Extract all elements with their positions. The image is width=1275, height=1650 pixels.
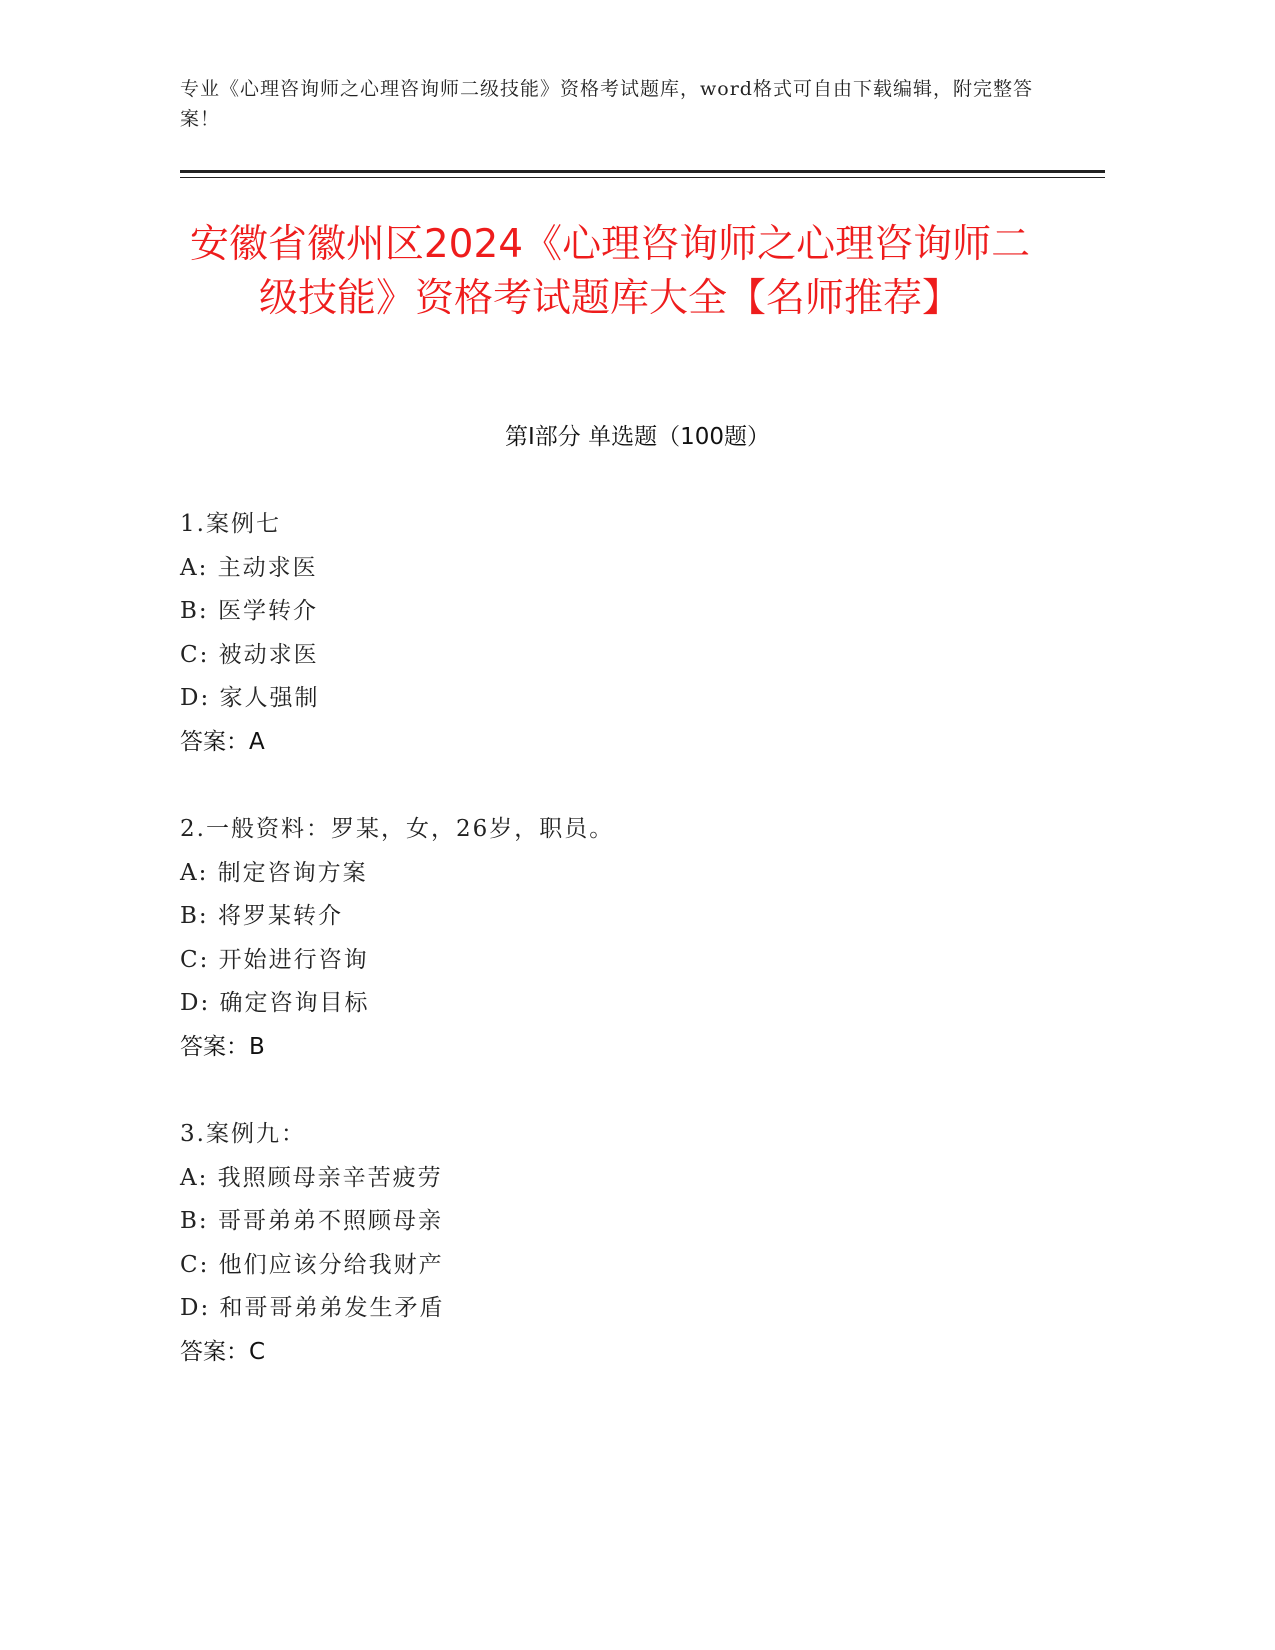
question-stem: 2.一般资料：罗某，女，26岁，职员。 [180,816,615,842]
option-c: C: 他们应该分给我财产 [180,1251,444,1278]
option-c: C: 开始进行咨询 [180,946,369,973]
option-a: A: 我照顾母亲辛苦疲劳 [180,1164,443,1191]
answer: 答案：B [180,1033,265,1060]
option-d: D: 家人强制 [180,685,320,711]
question-stem: 3.案例九： [180,1121,306,1147]
question-2 [180,808,1080,1069]
header-rule-thick [180,170,1105,173]
answer: 答案：C [180,1338,266,1365]
question-3 [180,1113,1080,1374]
option-a: A: 主动求医 [180,554,318,581]
option-a: A: 制定咨询方案 [180,859,368,886]
question-1 [180,503,1080,764]
option-b: B: 医学转介 [180,598,318,624]
header-rule-thin [180,177,1105,178]
option-d: D: 和哥哥弟弟发生矛盾 [180,1295,445,1321]
header-note: 专业《心理咨询师之心理咨询师二级技能》资格考试题库，word格式可自由下载编辑，附完整答案！ [180,78,1033,130]
section-title: 第I部分 单选题（100题） [505,424,770,450]
option-d: D: 确定咨询目标 [180,990,370,1016]
option-b: B: 将罗某转介 [180,903,343,929]
option-c: C: 被动求医 [180,641,319,668]
answer: 答案：A [180,728,265,755]
document-title: 安徽省徽州区2024《心理咨询师之心理咨询师二级技能》资格考试题库大全【名师推荐】 [189,222,1031,321]
question-stem: 1.案例七 [180,511,281,537]
option-b: B: 哥哥弟弟不照顾母亲 [180,1208,443,1234]
